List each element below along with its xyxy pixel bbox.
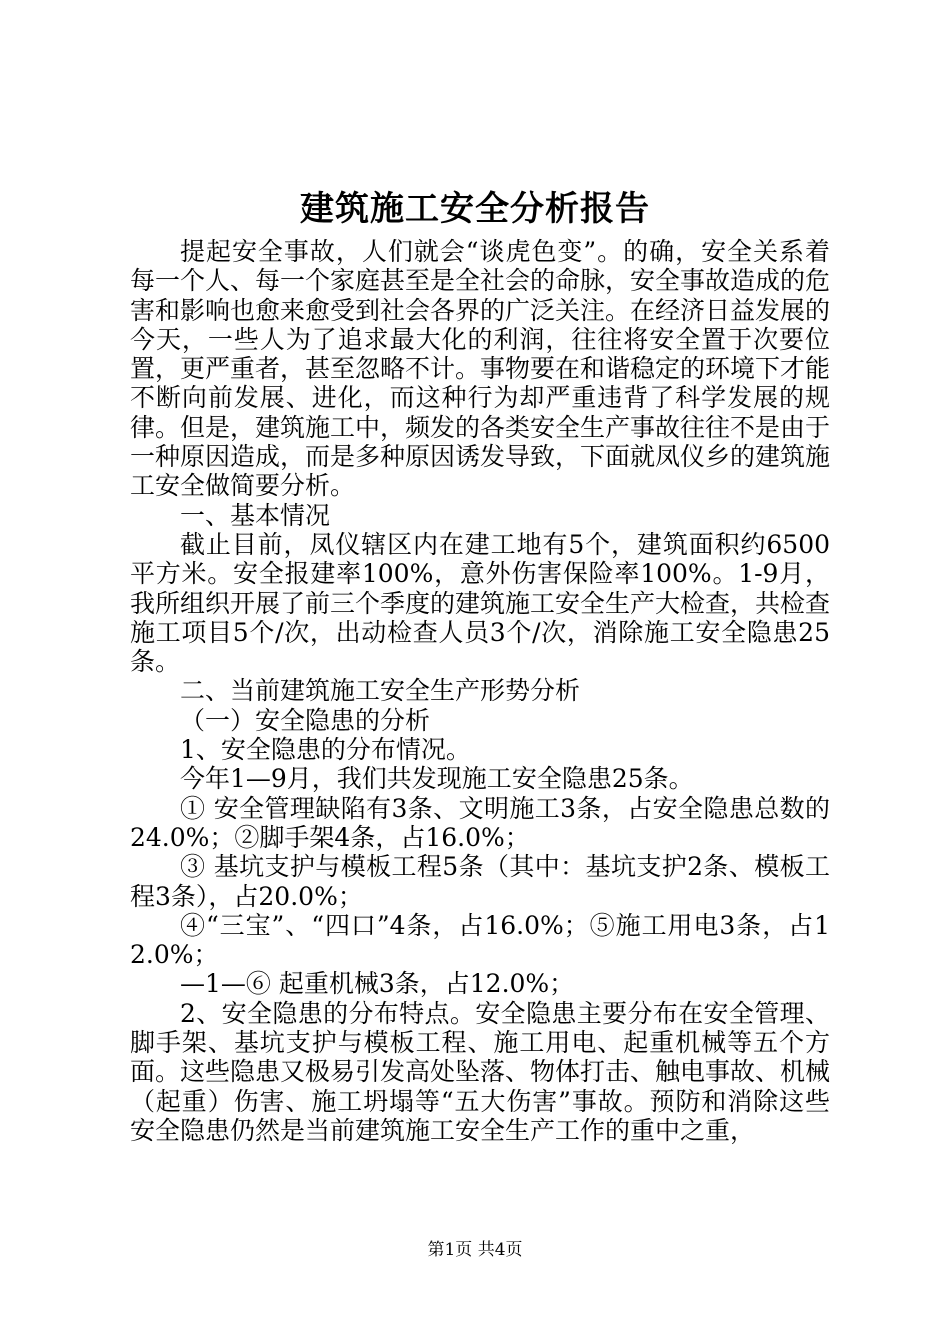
page-footer: 第1页 共4页 <box>427 1240 523 1260</box>
list-item-1-2: ① 安全管理缺陷有3条、文明施工3条，占安全隐患总数的24.0%；②脚手架4条，占16.0%； <box>130 793 830 852</box>
document-title: 建筑施工安全分析报告 <box>300 189 650 229</box>
item-hazard-distribution: 1、安全隐患的分布情况。 <box>180 735 471 765</box>
heading-basic-situation: 一、基本情况 <box>180 500 331 530</box>
list-item-6: —1—⑥ 起重机械3条，占12.0%； <box>180 969 575 999</box>
list-item-3: ③ 基坑支护与模板工程5条（其中：基坑支护2条、模板工程3条），占20.0%； <box>130 852 830 911</box>
subheading-hazard-analysis: （一）安全隐患的分析 <box>180 705 431 735</box>
paragraph-basic-situation: 截止目前，凤仪辖区内在建工地有5个，建筑面积约6500平方米。安全报建率100%，意外伤害保险率100%。1-9月，我所组织开展了前三个季度的建筑施工安全生产大检查，共检查施工项目5个/次，出动检查人员3个/次，消除施工安全隐患25条。 <box>130 529 831 677</box>
document-body <box>130 237 830 1145</box>
heading-situation-analysis: 二、当前建筑施工安全生产形势分析 <box>180 676 581 706</box>
paragraph-intro: 提起安全事故，人们就会“谈虎色变”。的确，安全关系着每一个人、每一个家庭甚至是全社会的命脉，安全事故造成的危害和影响也愈来愈受到社会各界的广泛关注。在经济日益发展的今天，一些人为了追求最大化的利润，往往将安全置于次要位置，更严重者，甚至忽略不计。事物要在和谐稳定的环境下才能不断向前发展、进化，而这种行为却严重违背了科学发展的规律。但是，建筑施工中，频发的各类安全生产事故往往不是由于一种原因造成，而是多种原因诱发导致，下面就凤仪乡的建筑施工安全做简要分析。 <box>130 237 831 501</box>
paragraph-hazard-characteristics: 2、安全隐患的分布特点。安全隐患主要分布在安全管理、脚手架、基坑支护与模板工程、施工用电、起重机械等五个方面。这些隐患又极易引发高处坠落、物体打击、触电事故、机械（起重）伤害、施工坍塌等“五大伤害”事故。预防和消除这些安全隐患仍然是当前建筑施工安全生产工作的重中之重， <box>130 998 831 1145</box>
list-item-4-5: ④“三宝”、“四口”4条，占16.0%；⑤施工用电3条，占12.0%； <box>130 910 830 970</box>
paragraph-hazard-total: 今年1—9月，我们共发现施工安全隐患25条。 <box>180 764 694 794</box>
